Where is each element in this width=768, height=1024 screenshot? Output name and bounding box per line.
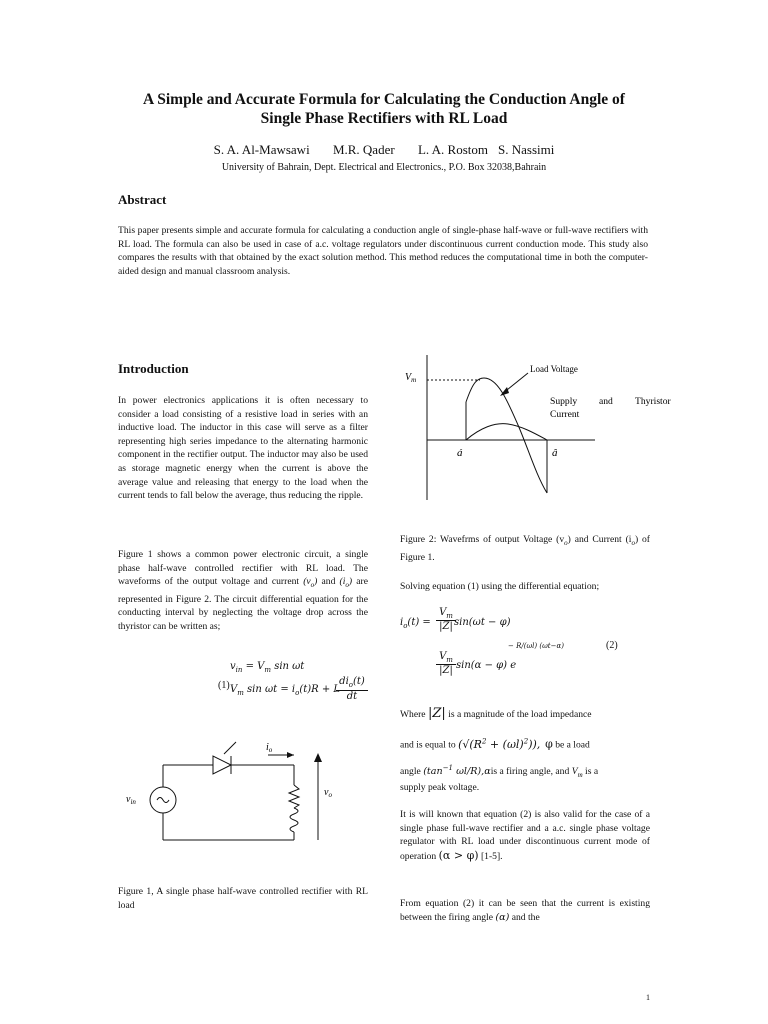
equation-2-number: (2) [606, 640, 618, 651]
paragraph-4: From equation (2) it can be seen that the current is existing between the firing angle (α) and the [400, 898, 650, 923]
supply-peak-text: supply peak voltage. [400, 782, 480, 793]
author-3: L. A. Rostom [417, 142, 489, 157]
affiliation: University of Bahrain, Dept. Electrical and Electronics., P.O. Box 32038,Bahrain [221, 162, 547, 173]
intro-paragraph-2: Figure 1 shows a common power electronic circuit, a single phase half-wave controlled rectifier with RL load. The waveforms of the output voltage and current $(v_o)$ and $(i_o)$ are represented in Figure 2. The circuit differential equation for the conducting interval by neglecting the voltage drop across the thyristor can be written as; [118, 549, 368, 632]
title-line-1: A Simple and Accurate Formula for Calculating the Conduction Angle of [143, 91, 625, 108]
author-list [0, 142, 768, 158]
vo-label: $v_o$ [324, 787, 332, 799]
author-1: S. A. Al-Mawsawi [213, 142, 310, 157]
angle-line: angle ($\tan^{-1}$ ωl/R),αis a firing angle, and $V_m$ is a [400, 764, 599, 780]
page-number: 1 [646, 993, 650, 1002]
introduction-heading: Introduction [118, 361, 189, 376]
and-label: and [599, 396, 613, 407]
equation-2a-fraction: $V_m$ |Z| [436, 607, 456, 632]
solving-text: Solving equation (1) using the differential equation; [400, 581, 600, 592]
title-line-2: Single Phase Rectifiers with RL Load [260, 110, 508, 127]
figure-1-circuit [118, 735, 348, 875]
vin-label: $v_{in}$ [126, 794, 136, 806]
alpha-label: á [457, 447, 463, 459]
equation-2b: sin(α − φ) e [456, 660, 517, 671]
equation-2b-fraction: $V_m$ |Z| [436, 651, 456, 676]
equation-2-exponent: − R/(ωl) (ωt−α) [508, 642, 564, 650]
load-voltage-label: Load Voltage [530, 364, 578, 374]
abstract-text: This paper presents simple and accurate formula for calculating a conduction angle of single-phase half-wave or full-wave rectifiers with RL load. The formula can also be used in case of a.c. voltage regulators under discontinuous current conduction mode. This study also compares the results with that obtained by the exact solution method. This method reduces the computational time in both the computer-aided design and manual classroom analysis. [118, 225, 648, 277]
io-label: $i_o$ [266, 742, 273, 754]
equation-1a: $v_{in} = V_m$ sin ωt [230, 661, 305, 674]
figure-2-caption: Figure 2: Wavefrms of output Voltage $(v_o)$ and Current $(i_o)$ of Figure 1. [400, 534, 650, 563]
vm-label: $V_m$ [405, 372, 417, 384]
author-4: S. Nassimi [498, 142, 555, 157]
abstract-heading: Abstract [118, 192, 167, 207]
equation-1b: $V_m$ $\sin \omega t = i_o(t)R + L$ [230, 684, 341, 697]
current-label: Current [550, 409, 580, 420]
figure-2-waveform [400, 350, 680, 510]
equation-1-number: (1) [218, 680, 230, 691]
author-2: M.R. Qader [332, 142, 395, 157]
where-line: Where |Z| is a magnitude of the load impedance [400, 706, 592, 721]
intro-paragraph-1: In power electronics applications it is often necessary to consider a load consisting of a resistive load in series with an inductive load. The inductor in this case will serve as a filter representing high series impedance to the alternating harmonic component in the rectifier output. The inductor may also be used as storage magnetic energy when the current is above the average value and releasing that energy to the load when the current tends to fall below the average, thus reducing the ripple. [118, 395, 368, 502]
equation-1-fraction: $di_o(t)$ dt [336, 676, 368, 702]
supply-label: Supply [550, 396, 578, 407]
figure-1-caption: Figure 1, A single phase half-wave controlled rectifier with RL load [118, 886, 368, 911]
thyristor-label: Thyristor [635, 396, 671, 407]
beta-label: â [552, 447, 558, 459]
paper-title [0, 90, 768, 128]
equal-line: and is equal to $(√(R^2 + (\omega l)^2))$, φ be a load [400, 737, 590, 751]
equation-2a-sine: sin(ωt − φ) [454, 617, 511, 628]
paragraph-3: It is will known that equation (2) is also valid for the case of a single phase full-wave rectifier and a a.c. single phase voltage regulator with RL load under discontinuous current mode of operation (α > φ) [1-5]. [400, 809, 650, 862]
equation-2a: $i_o(t)$ = [400, 617, 431, 630]
